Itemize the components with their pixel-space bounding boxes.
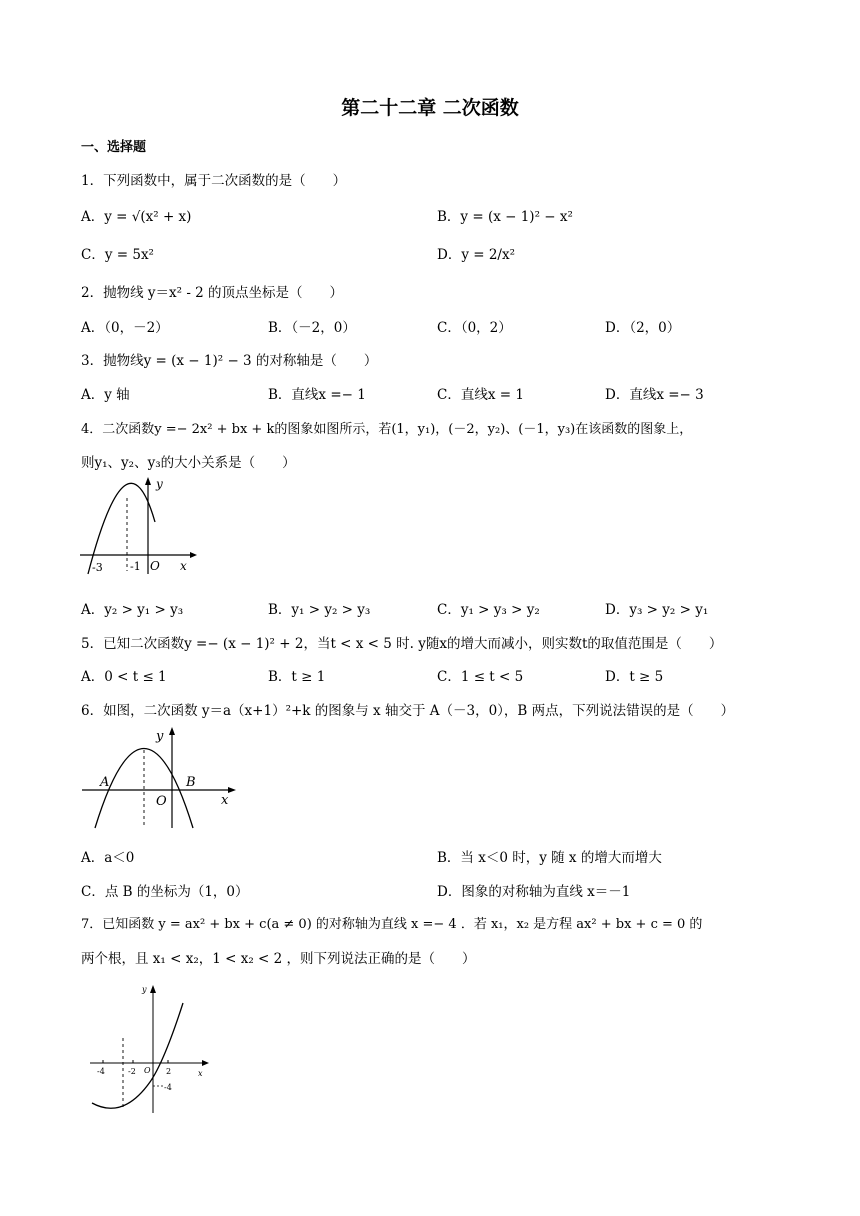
q2-option-a: A．（0，－2） <box>81 320 169 336</box>
q7-parabola-curve <box>92 1003 183 1108</box>
question-1-stem: 1．下列函数中，属于二次函数的是（ ） <box>81 173 347 189</box>
q6-x-label: x <box>221 793 229 808</box>
q1-option-d: D．y = 2/x² <box>437 247 516 263</box>
q5-option-c: C．1 ≤ t < 5 <box>437 669 524 685</box>
q7-tick-neg2: -2 <box>128 1067 136 1076</box>
question-3-stem: 3．抛物线y = (x − 1)² − 3 的对称轴是（ ） <box>81 353 378 369</box>
q4-tick-neg3: -3 <box>92 561 103 574</box>
q4-option-b: B．y₁ > y₂ > y₃ <box>268 602 371 618</box>
q7-parabola-figure <box>88 980 216 1116</box>
q1-option-b: B．y = (x − 1)² − x² <box>437 209 573 225</box>
question-4-stem-line1: 4．二次函数y =− 2x² + bx + k的图象如图所示，若(1，y₁)，(－2，y₂)、(－1，y₃)在该函数的图象上， <box>81 422 693 437</box>
section-heading: 一、选择题 <box>81 140 147 155</box>
q7-x-label: x <box>198 1069 203 1078</box>
q6-option-c: C．点 B 的坐标为（1，0） <box>81 884 249 900</box>
q3-option-b: B．直线x =− 1 <box>268 387 366 403</box>
q5-option-d: D．t ≥ 5 <box>605 669 664 685</box>
q6-option-a: A．a＜0 <box>81 850 135 866</box>
q4-x-label: x <box>180 559 187 573</box>
q2-option-d: D．（2，0） <box>605 320 681 336</box>
q6-point-b-label: B <box>186 775 196 790</box>
q6-y-label: y <box>156 729 164 744</box>
q6-y-arrow <box>169 727 175 735</box>
q5-option-a: A．0 < t ≤ 1 <box>81 669 167 685</box>
q4-origin-label: O <box>150 559 160 573</box>
q6-origin-label: O <box>156 794 167 809</box>
q6-option-b: B．当 x＜0 时，y 随 x 的增大而增大 <box>437 850 662 866</box>
question-6-stem: 6．如图，二次函数 y＝a（x+1）²+k 的图象与 x 轴交于 A（－3，0），B 两点，下列说法错误的是（ ） <box>81 703 735 719</box>
q7-origin-label: O <box>144 1066 151 1075</box>
q7-tick-y-neg4: -4 <box>164 1083 172 1092</box>
q3-option-d: D．直线x =− 3 <box>605 387 704 403</box>
q4-tick-neg1: -1 <box>130 560 141 573</box>
q5-option-b: B．t ≥ 1 <box>268 669 326 685</box>
q4-option-c: C．y₁ > y₃ > y₂ <box>437 602 540 618</box>
question-7-stem-line1: 7．已知函数 y = ax² + bx + c(a ≠ 0) 的对称轴为直线 x =− 4 ．若 x₁，x₂ 是方程 ax² + bx + c = 0 的 <box>81 917 703 932</box>
q4-option-a: A．y₂ > y₁ > y₃ <box>81 602 184 618</box>
q3-option-c: C．直线x = 1 <box>437 387 524 403</box>
page-title: 第二十二章 二次函数 <box>341 97 519 119</box>
q7-x-arrow <box>202 1060 209 1066</box>
q6-point-a-label: A <box>100 775 110 790</box>
q4-y-label: y <box>156 477 163 491</box>
q1-option-a: A．y = √(x² + x) <box>81 209 192 225</box>
question-4-stem-line2: 则y₁、y₂、y₃的大小关系是（ ） <box>81 455 296 471</box>
q4-y-arrow <box>145 477 151 485</box>
q3-option-a: A．y 轴 <box>81 387 130 403</box>
q1-option-c: C．y = 5x² <box>81 247 154 263</box>
q6-parabola-figure <box>80 724 240 832</box>
question-7-stem-line2: 两个根，且 x₁ < x₂，1 < x₂ < 2 ，则下列说法正确的是（ ） <box>81 951 476 967</box>
q4-parabola-figure <box>78 474 198 580</box>
q2-option-b: B．（－2，0） <box>268 320 356 336</box>
q6-option-d: D．图象的对称轴为直线 x＝－1 <box>437 884 631 900</box>
q7-y-label: y <box>142 985 147 994</box>
q7-tick-2: 2 <box>166 1067 172 1076</box>
q7-y-arrow <box>150 985 156 993</box>
q6-x-arrow <box>228 787 236 793</box>
question-5-stem: 5．已知二次函数y =− (x − 1)² + 2，当t < x < 5 时. y随x的增大而减小，则实数t的取值范围是（ ） <box>81 636 723 652</box>
question-2-stem: 2．抛物线 y＝x² - 2 的顶点坐标是（ ） <box>81 285 344 301</box>
q4-x-arrow <box>190 552 197 558</box>
q2-option-c: C．（0，2） <box>437 320 512 336</box>
q4-option-d: D．y₃ > y₂ > y₁ <box>605 602 709 618</box>
q7-tick-neg4: -4 <box>97 1067 105 1076</box>
